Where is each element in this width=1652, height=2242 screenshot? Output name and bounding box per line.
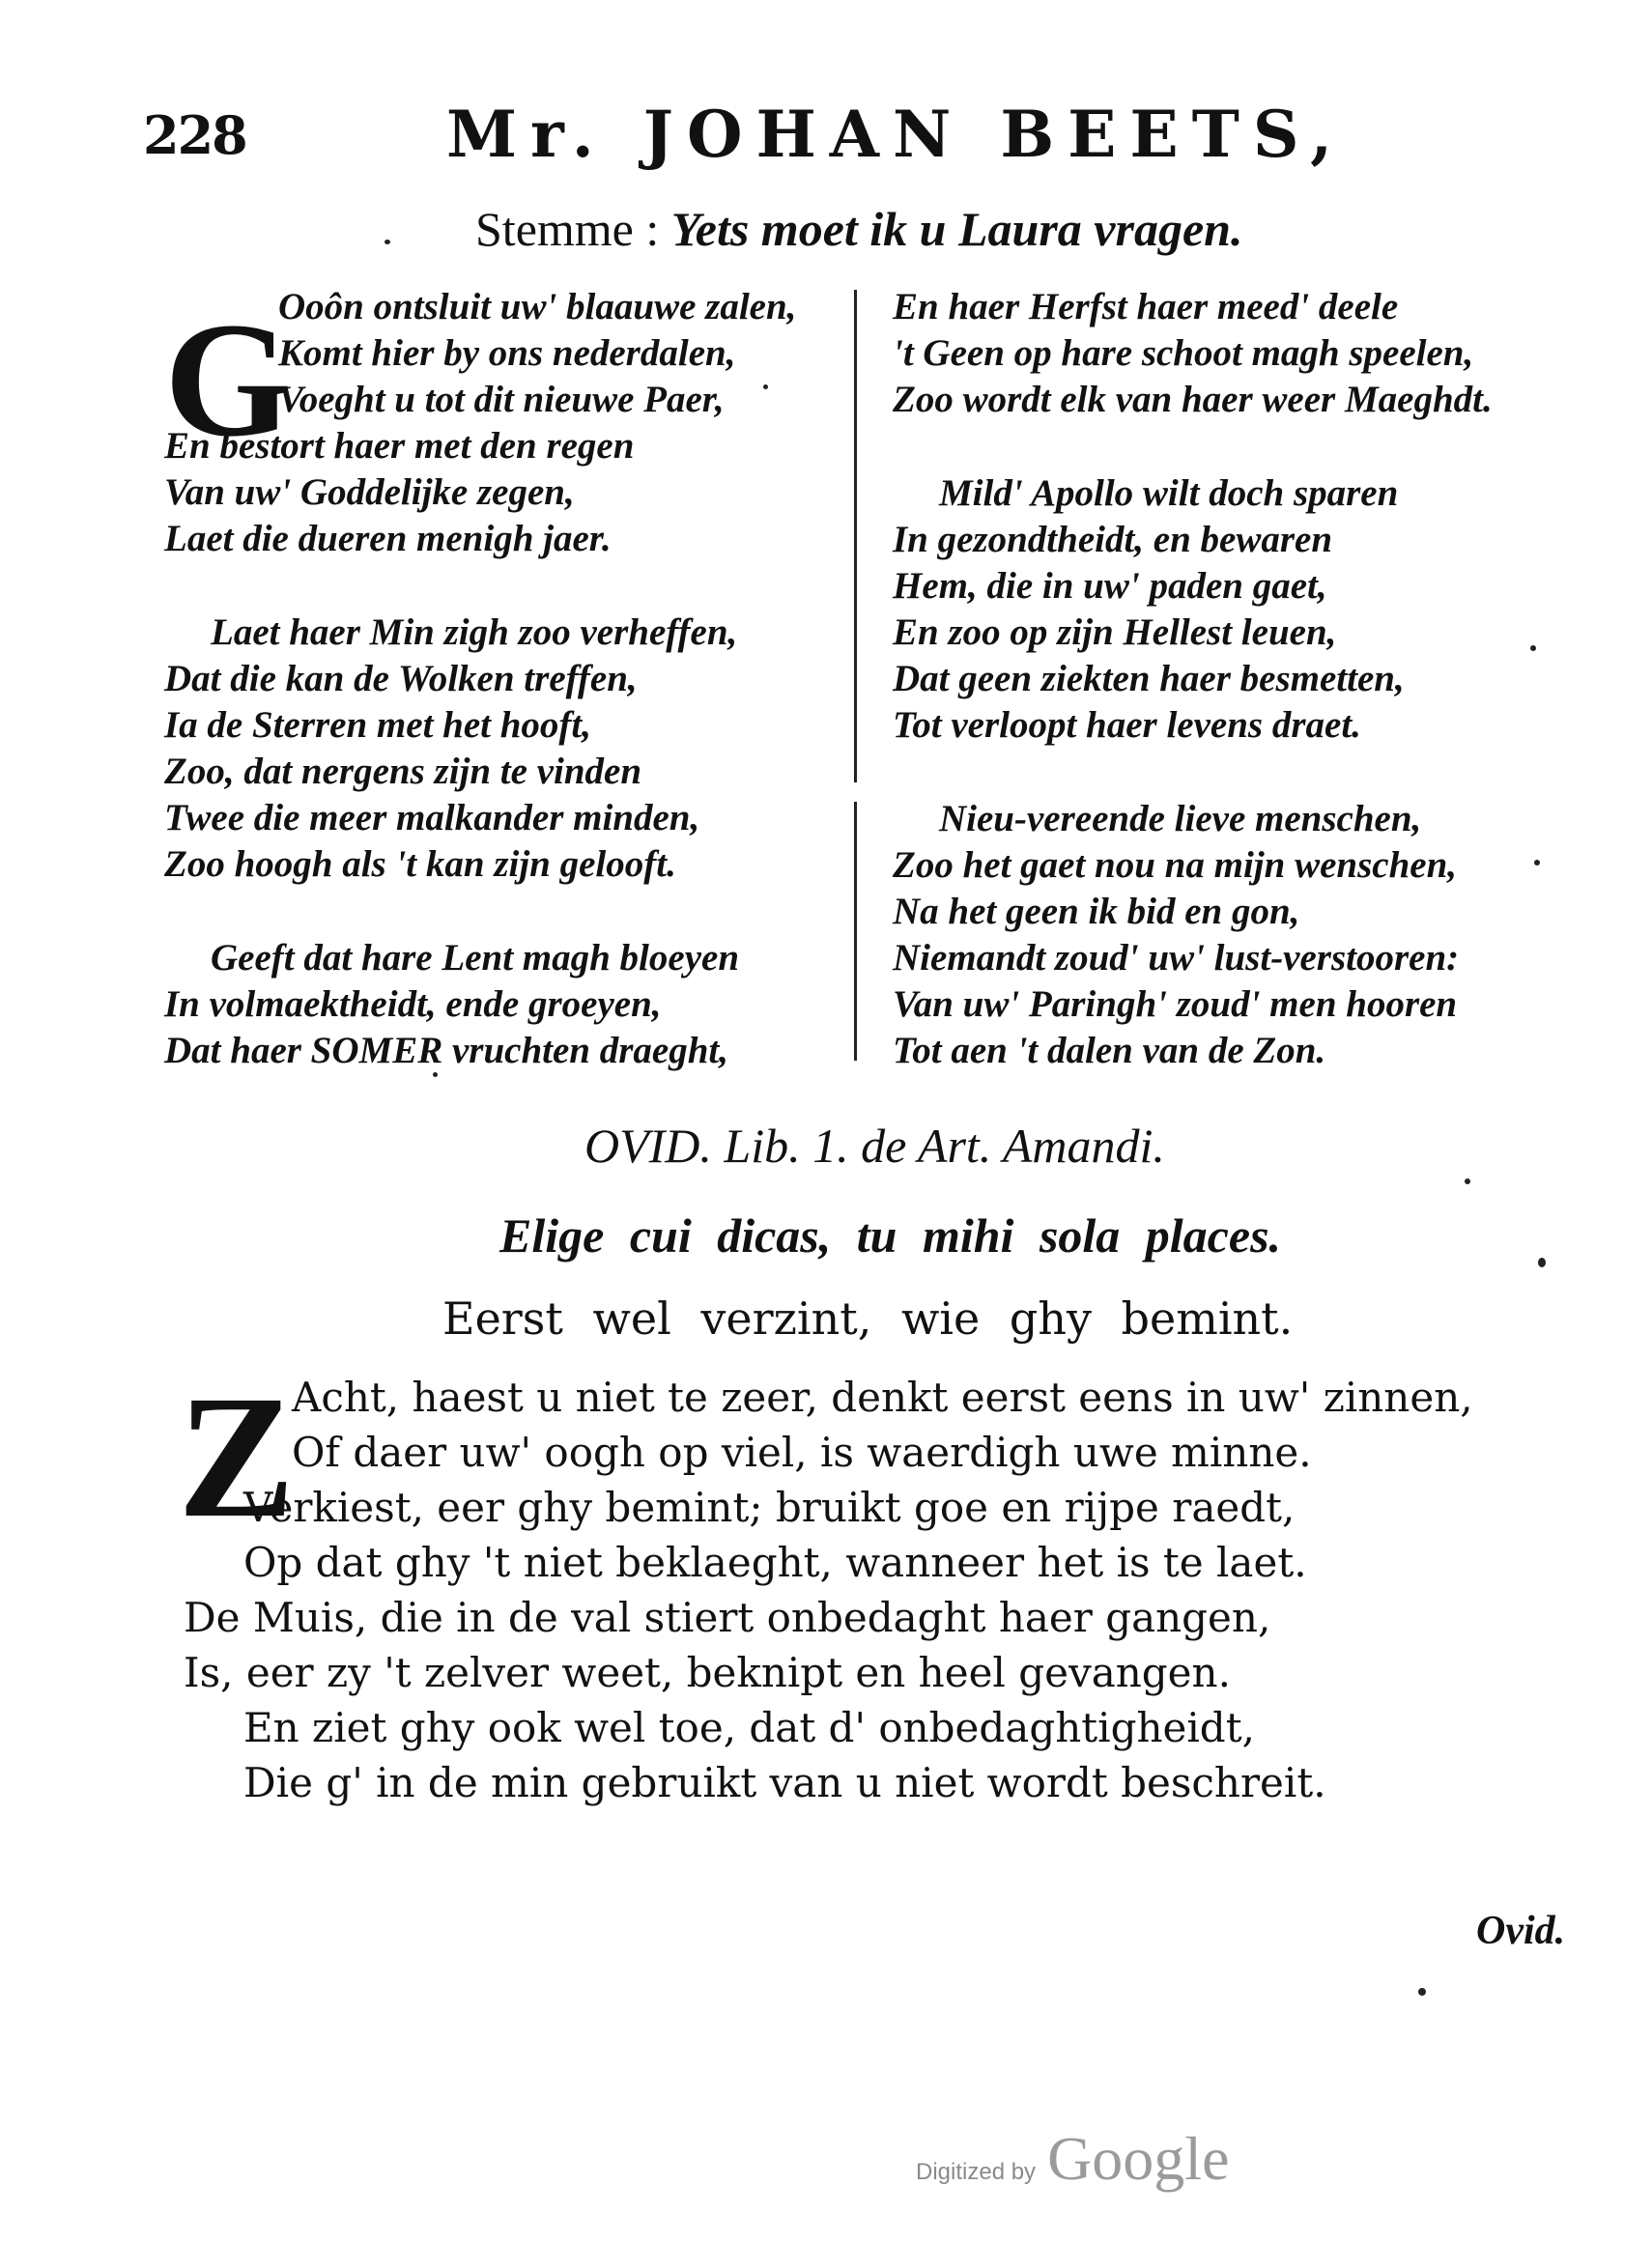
verse-line: Dat die kan de Wolken treffen, [164,658,638,699]
latin-motto: Elige cui dicas, tu mihi sola places. [499,1208,1282,1263]
verse-line: Ooôn ontsluit uw' blaauwe zalen, [278,286,797,327]
verse-line: Mild' Apollo wilt doch sparen [939,472,1399,514]
scan-speck [763,384,768,389]
stanza-4 [893,284,1493,423]
scan-speck [385,240,390,244]
dutch-motto: Eerst wel verzint, wie ghy bemint. [442,1292,1294,1345]
scan-speck [1538,1258,1546,1267]
verse-line: Nieu-vereende lieve menschen, [939,798,1422,839]
drop-cap-z: Z [178,1360,296,1554]
verse-line: Voeght u tot dit nieuwe Paer, [278,379,725,420]
verse-line: Tot aen 't dalen van de Zon. [893,1030,1326,1071]
digitized-watermark [916,2123,1229,2195]
tune-title: Yets moet ik u Laura vragen. [670,202,1243,256]
verse-line: Twee die meer malkander minden, [164,797,700,838]
verse-line: Niemandt zoud' uw' lust-verstooren: [893,937,1460,979]
ovid-heading: OVID. Lib. 1. de Art. Amandi. [584,1119,1165,1173]
verse-line: En haer Herfst haer meed' deele [893,286,1399,327]
poem-line: Of daer uw' oogh op viel, is waerdigh uwe minne. [292,1429,1312,1476]
verse-line: Zoo, dat nergens zijn te vinden [164,751,642,792]
drop-cap-g: G [164,289,293,470]
verse-line: Hem, die in uw' paden gaet, [893,565,1327,607]
verse-line: Laet die dueren menigh jaer. [164,518,612,559]
poem-line: De Muis, die in de val stiert onbedaght haer gangen, [184,1594,1271,1641]
poem-line: Is, eer zy 't zelver weet, beknipt en heel gevangen. [184,1649,1231,1696]
google-logo: Google [1047,2124,1230,2193]
column-divider-upper [854,290,857,782]
scan-speck [1465,1178,1470,1184]
poem-line: Op dat ghy 't niet beklaeght, wanneer het is te laet. [243,1539,1307,1586]
verse-line: Komt hier by ons nederdalen, [278,332,736,374]
poem-line: Acht, haest u niet te zeer, denkt eerst eens in uw' zinnen, [292,1374,1473,1421]
running-head: Mr. JOHAN BEETS, [446,97,1347,172]
poem-line: Die g' in de min gebruikt van u niet wordt beschreit. [243,1759,1326,1806]
scan-speck [1534,860,1540,866]
verse-line: Laet haer Min zigh zoo verheffen, [211,611,738,653]
poem-line: Verkiest, eer ghy bemint; bruikt goe en rijpe raedt, [243,1484,1296,1531]
verse-line: Van uw' Goddelijke zegen, [164,471,575,513]
verse-line: En zoo op zijn Hellest leuen, [893,611,1337,653]
verse-line: 't Geen op hare schoot magh speelen, [893,332,1474,374]
stanza-2 [164,610,796,888]
page-number: 228 [143,104,246,166]
stanza-5 [893,470,1493,749]
verse-line: Dat geen ziekten haer besmetten, [893,658,1405,699]
song-left-column [164,284,796,1074]
tune-label: Stemme : [475,202,660,256]
verse-line: Tot verloopt haer levens draet. [893,704,1361,746]
ovid-poem [184,1370,1473,1810]
catchword: Ovid. [1476,1909,1566,1953]
poem-line: En ziet ghy ook wel toe, dat d' onbedaghtigheidt, [243,1704,1255,1751]
scan-speck [1418,1988,1426,1996]
stanza-1 [164,284,796,562]
verse-line: Zoo wordt elk van haer weer Maeghdt. [893,379,1493,420]
verse-line: In gezondtheidt, en bewaren [893,519,1333,560]
digitized-by-label: Digitized by [916,2159,1037,2185]
verse-line: Zoo het gaet nou na mijn wenschen, [893,844,1458,886]
verse-line: Geeft dat hare Lent magh bloeyen [211,937,740,979]
verse-line: En bestort haer met den regen [164,425,635,467]
verse-line: Zoo hoogh als 't kan zijn gelooft. [164,843,676,885]
column-divider-lower [854,802,857,1061]
verse-line: Na het geen ik bid en gon, [893,891,1300,932]
stanza-6 [893,796,1493,1074]
verse-line: Van uw' Paringh' zoud' men hooren [893,983,1458,1025]
song-right-column [893,284,1493,1074]
stanza-3 [164,935,796,1074]
verse-line: Dat haer SOMER vruchten draeght, [164,1030,729,1071]
scan-speck [1530,645,1536,651]
verse-line: In volmaektheidt, ende groeyen, [164,983,662,1025]
tune-line [475,201,1242,257]
verse-line: Ia de Sterren met het hooft, [164,704,592,746]
scan-speck [433,1072,438,1077]
